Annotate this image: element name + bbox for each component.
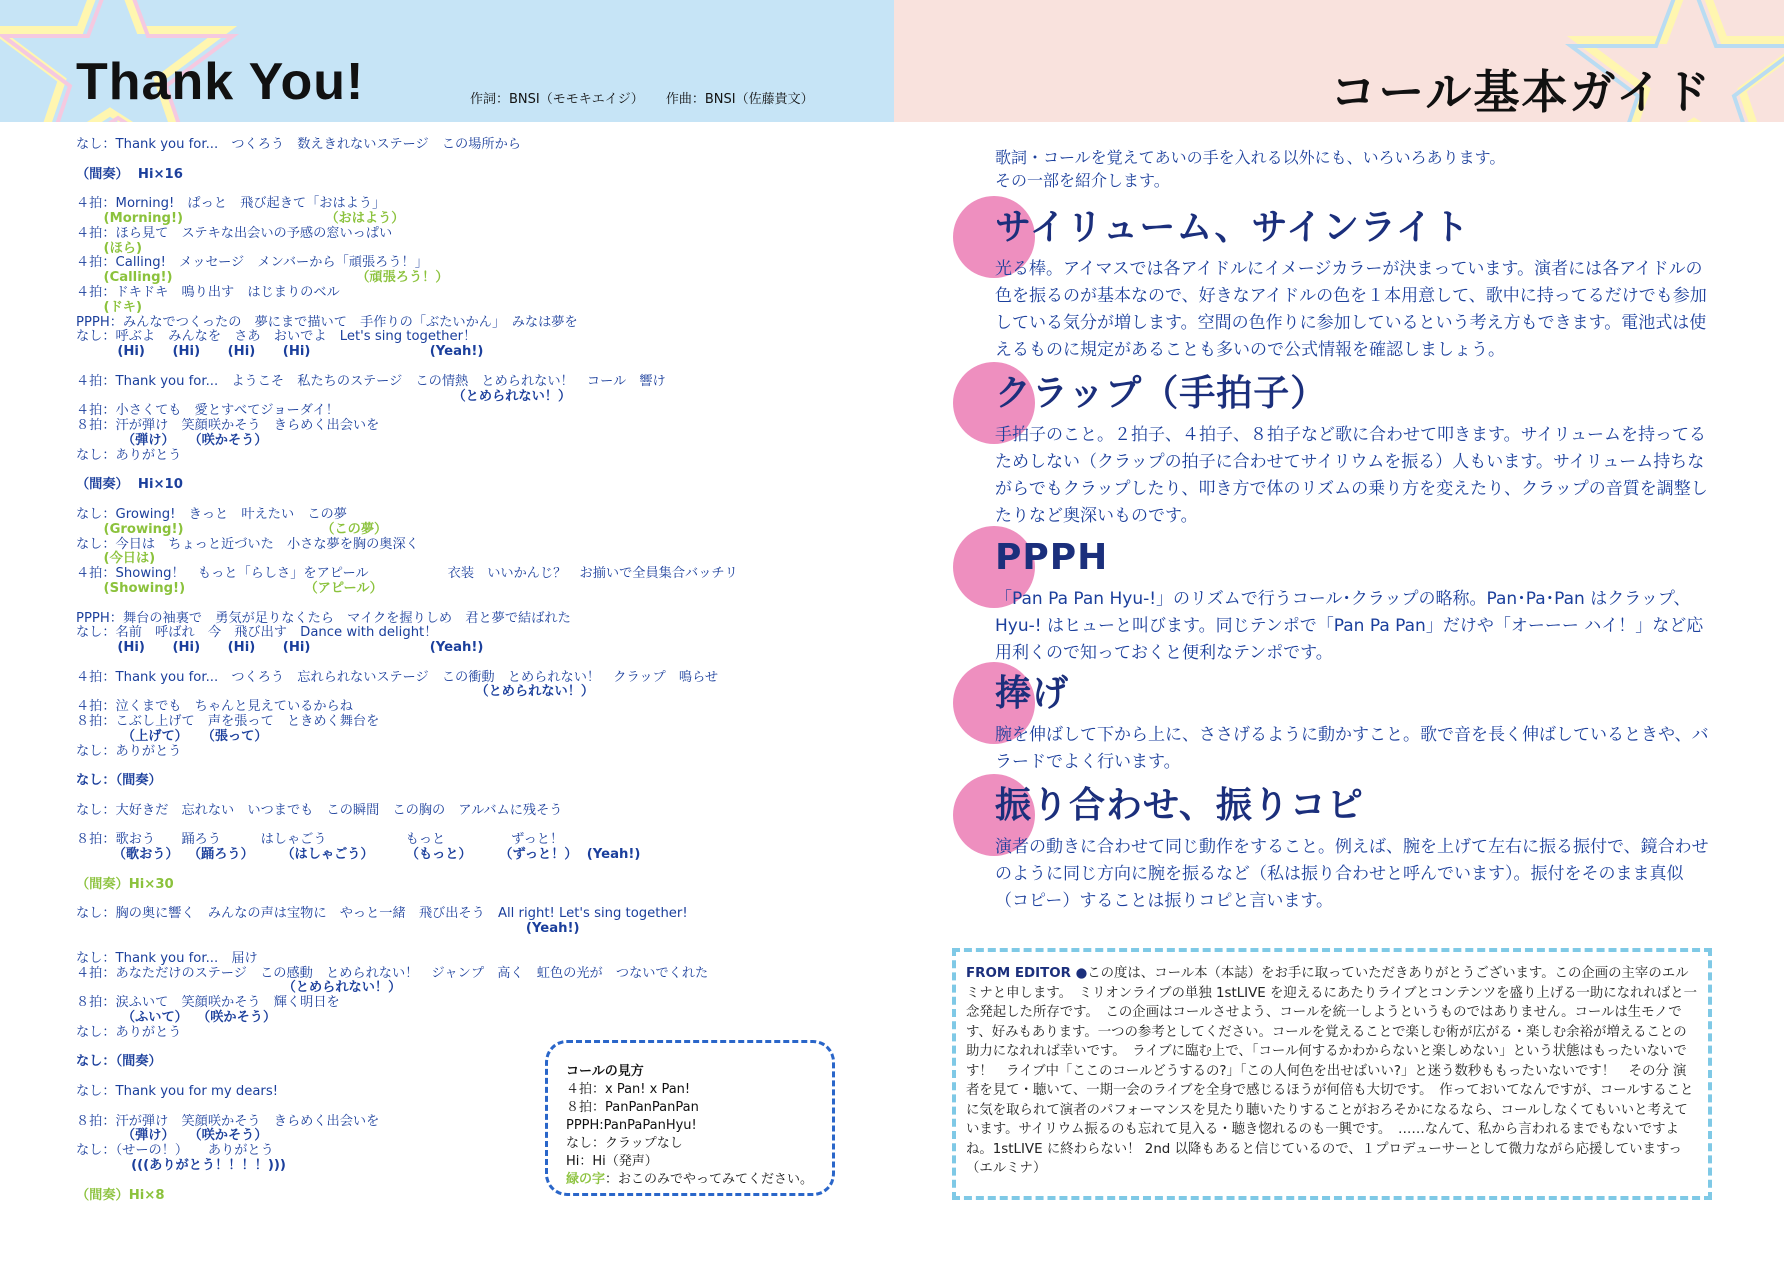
lyric-line: （とめられない！） — [76, 980, 402, 996]
call-legend-box — [545, 1040, 835, 1196]
lyric-line: ４拍：ドキドキ 鳴り出す はじまりのベル — [76, 284, 340, 300]
song-title: Thank You! — [76, 53, 365, 111]
lyric-line: ４拍：Showing！ もっと「らしさ」をアピール 衣装 いいかんじ？ お揃いで全員集合バッチリ — [76, 566, 738, 582]
legend-item: なし：クラップなし — [566, 1136, 683, 1151]
lyric-line: (Hi) (Hi) (Hi) (Hi) (Yeah!) — [76, 640, 484, 656]
legend-item: ４拍：x Pan! x Pan! — [566, 1082, 691, 1097]
section-body: 腕を伸ばして下から上に、ささげるように動かすこと。歌で音を長く伸ばしているときや、バラードでよく行います。 — [995, 725, 1709, 772]
lyric-line: PPPH：舞台の袖裏で 勇気が足りなくたら マイクを握りしめ 君と夢で結ばれた — [76, 610, 571, 626]
lyric-line: (Growing!) （この夢） — [76, 521, 388, 537]
lyric-line: ８拍：歌おう 踊ろう はしゃごう もっと ずっと！ — [76, 832, 564, 848]
lyric-spacer — [76, 597, 866, 612]
section-body: 光る棒。アイマスでは各アイドルにイメージカラーが決まっています。演者には各アイドルの色を振るのが基本なので、好きなアイドルの色を１本用意して、歌中に持ってるだけでも参加している気分が増します。空間の色作りに参加しているという考え方もできます。電池式は使えるものに規定があることも多いので公式情報を確認しましょう。 — [995, 259, 1707, 360]
left-header-band — [0, 0, 894, 122]
section-body: 「Pan Pa Pan Hyu-!」のリズムで行うコール･クラップの略称。Pan･Pa･Pan はクラップ、Hyu-! はヒューと叫びます。同じテンポで「Pan Pa Pan」だけや「オーーー ハイ！」など応用利くので知っておくと便利なテンポです。 — [995, 589, 1704, 663]
lyric-line: なし：名前 呼ばれ 今 飛び出す Dance with delight！ — [76, 625, 438, 641]
lyric-line: (Morning!) （おはよう） — [76, 210, 405, 226]
lyric-line: （間奏）Hi×8 — [76, 1187, 165, 1203]
section-ppph — [995, 536, 1715, 667]
section-body: 手拍子のこと。２拍子、４拍子、８拍子など歌に合わせて叩きます。サイリュームを持ってるためしない（クラップの拍子に合わせてサイリウムを振る）人もいます。サイリューム持ちながらでもクラップしたり、叩き方で体のリズムの乗り方を変えたり、クラップの音質を調整したりなど奥深いものです。 — [995, 425, 1708, 526]
lyric-line: （上げて） （張って） — [76, 728, 268, 744]
guide-title: コール基本ガイド — [1330, 65, 1712, 119]
right-header-band — [894, 0, 1784, 122]
lyric-line: ４拍：あなただけのステージ この感動 とめられない！ ジャンプ 高く 虹色の光が つないでくれた — [76, 965, 709, 981]
lyric-line: なし：（間奏） — [76, 1054, 162, 1070]
editor-note-box — [952, 948, 1712, 1200]
lyric-line: なし：（せーの！） ありがとう — [76, 1143, 274, 1159]
lyric-line: (今日は) — [76, 551, 156, 567]
lyric-line: ４拍：Thank you for... ようこそ 私たちのステージ この情熱 とめられない！ コール 響け — [76, 373, 666, 389]
section-sasage — [995, 672, 1715, 776]
song-credits — [470, 88, 832, 107]
lyricist-credit: 作詞：BNSI（モモキエイジ） — [470, 92, 644, 107]
lyric-line: なし：呼ぶよ みんなを さあ おいでよ Let's sing together！ — [76, 329, 477, 345]
lyric-line: (ドキ) — [76, 299, 142, 315]
lyric-line: （弾け） （咲かそう） — [76, 432, 268, 448]
lyric-spacer — [76, 937, 866, 952]
lyric-line: ４拍：Thank you for... つくろう 忘れられないステージ この衝動 とめられない！ クラップ 鳴らせ — [76, 669, 719, 685]
lyric-spacer — [76, 153, 866, 168]
lyric-line: ４拍：泣くまでも ちゃんと見えているからね — [76, 699, 353, 715]
legend-title: コールの見方 — [566, 1064, 644, 1079]
lyric-line: なし：ありがとう — [76, 743, 182, 759]
legend-green-item — [566, 1171, 832, 1189]
lyric-line: なし：胸の奥に響く みんなの声は宝物に やっと一緒 飛び出そう All right! Let's sing together! — [76, 906, 688, 922]
lyric-line: ４拍：小さくても 愛とすべてジョーダイ！ — [76, 403, 339, 419]
lyric-line: ８拍：汗が弾け 笑顔咲かそう きらめく出会いを — [76, 418, 380, 434]
lyric-line: なし：大好きだ 忘れない いつまでも この瞬間 この胸の アルバムに残そう — [76, 802, 563, 818]
lyric-line: なし：ありがとう — [76, 1024, 182, 1040]
composer-credit: 作曲：BNSI（佐藤貴文） — [665, 92, 814, 107]
lyric-line: (ほら) — [76, 240, 142, 256]
section-title: サイリューム、サインライト — [995, 207, 1470, 248]
editor-heading: FROM EDITOR ● — [966, 966, 1088, 981]
legend-item: Hi：Hi（発声） — [566, 1154, 658, 1169]
lyric-line: ８拍：こぶし上げて 声を張って ときめく舞台を — [76, 714, 380, 730]
lyric-line: なし：Thank you for... 届け — [76, 950, 258, 966]
lyric-line: ８拍：汗が弾け 笑顔咲かそう きらめく出会いを — [76, 1113, 380, 1129]
section-title: 振り合わせ、振りコピ — [995, 785, 1364, 826]
lyric-line: （とめられない！） — [76, 684, 595, 700]
lyric-line: (Showing!) （アピール） — [76, 580, 383, 596]
lyric-line: なし：（間奏） — [76, 773, 162, 789]
lyric-line: （間奏）Hi×30 — [76, 876, 174, 892]
lyric-line: なし：ありがとう — [76, 447, 182, 463]
section-furi — [995, 784, 1715, 915]
lyric-line: ４拍：Calling! メッセージ メンバーから「頑張ろう！」 — [76, 255, 428, 271]
lyric-line: なし：Thank you for... つくろう 数えきれないステージ この場所から — [76, 137, 521, 152]
lyric-line: （ふいて） （咲かそう） — [76, 1010, 277, 1026]
editor-body: この度は、コール本（本誌）をお手に取っていただきありがとうございます。この企画の主宰のエルミナと申します。 ミリオンライブの単独 1stLIVE を迎えるにあたりライブとコンテンツを盛り上げる一助になれればと一念発起した所存です。 この企画はコールさせよう、コールを統一しようというものではありません。コールは生モノです、好みもあります。一つの参考としてください。コールを覚えることで楽しむ術が広がる・楽しむ余裕が増えることの助力になれれば幸いです。 ライブに臨む上で、「コール何するかわからないと楽しめない」という状態はもったいないです！ ライブ中「ここのコールどうするの?」「この人何色を出せばいい?」と迷う数秒ももったいないです！ その分 演者を見て・聴いて、一期一会のライブを全身で感じるほうが何倍も大切です。 作っておいてなんですが、コールすることに気を取られて演者のパフォーマンスを見たり聴いたりすることがおろそかになるなら、コールしなくてもいいと考えています。サイリウム振るのも忘れて見入る・聴き惚れるのも一興です。 ……なんて、私から言われるまでもないですよね。1stLIVE に終わらない！ 2nd 以降もあると信じているので、１プロデューサーとして微力ながら応援していますっ（エルミナ） — [966, 966, 1698, 1176]
section-title: 捧げ — [995, 673, 1070, 714]
intro-line: 歌詞・コールを覚えてあいの手を入れる以外にも、いろいろあります。 — [995, 148, 1506, 167]
lyric-line: （間奏） Hi×10 — [76, 477, 183, 493]
legend-green-desc: ：おこのみでやってみてください。 — [605, 1172, 814, 1187]
lyric-spacer — [76, 464, 866, 479]
lyric-spacer — [76, 759, 866, 774]
lyric-spacer — [76, 863, 866, 878]
lyric-line: なし：Thank you for my dears! — [76, 1084, 278, 1099]
lyric-line: ８拍：涙ふいて 笑顔咲かそう 輝く明日を — [76, 995, 340, 1011]
lyric-line: なし：Growing! きっと 叶えたい この夢 — [76, 506, 347, 522]
lyric-line: （歌おう） （踊ろう） （はしゃごう） （もっと） （ずっと！） (Yeah!) — [76, 847, 641, 863]
lyric-line: なし：今日は ちょっと近づいた 小さな夢を胸の奥深く — [76, 536, 419, 552]
lyric-line: （とめられない！） — [76, 388, 572, 404]
section-body: 演者の動きに合わせて同じ動作をすること。例えば、腕を上げて左右に振る振付で、鏡合わせのように同じ方向に腕を振るなど（私は振り合わせと呼んでいます）。振付をそのまま真似（コピー）することは振りコピと言います。 — [995, 837, 1709, 911]
lyric-line: (Hi) (Hi) (Hi) (Hi) (Yeah!) — [76, 344, 484, 360]
lyric-line: ４拍：Morning! ぱっと 飛び起きて「おはよう」 — [76, 196, 386, 212]
lyric-line: （間奏） Hi×16 — [76, 166, 183, 182]
intro-line: その一部を紹介します。 — [995, 171, 1170, 190]
legend-item: ８拍：PanPanPanPan — [566, 1100, 699, 1115]
legend-item: PPPH:PanPaPanHyu! — [566, 1118, 697, 1133]
lyric-spacer — [76, 789, 866, 804]
lyric-spacer — [76, 656, 866, 671]
lyric-line: (((ありがとう！！！！))) — [76, 1157, 286, 1173]
lyric-spacer — [76, 360, 866, 375]
section-title: PPPH — [995, 537, 1109, 578]
lyric-line: (Calling!) （頑張ろう！） — [76, 270, 449, 286]
lyric-spacer — [76, 493, 866, 508]
lyric-line: PPPH：みんなでつくったの 夢にまで描いて 手作りの「ぶたいかん」 みなは夢を — [76, 314, 578, 330]
lyric-spacer — [76, 182, 866, 197]
lyric-line: （弾け） （咲かそう） — [76, 1128, 268, 1144]
section-title: クラップ（手拍子） — [995, 373, 1328, 414]
section-sairyumu — [995, 206, 1715, 364]
lyric-line: ４拍：ほら見て ステキな出会いの予感の窓いっぱい — [76, 225, 393, 241]
lyric-line: (Yeah!) — [76, 921, 580, 937]
legend-green-key: 緑の字 — [566, 1172, 606, 1187]
guide-intro — [995, 146, 1505, 192]
section-clap — [995, 372, 1715, 530]
